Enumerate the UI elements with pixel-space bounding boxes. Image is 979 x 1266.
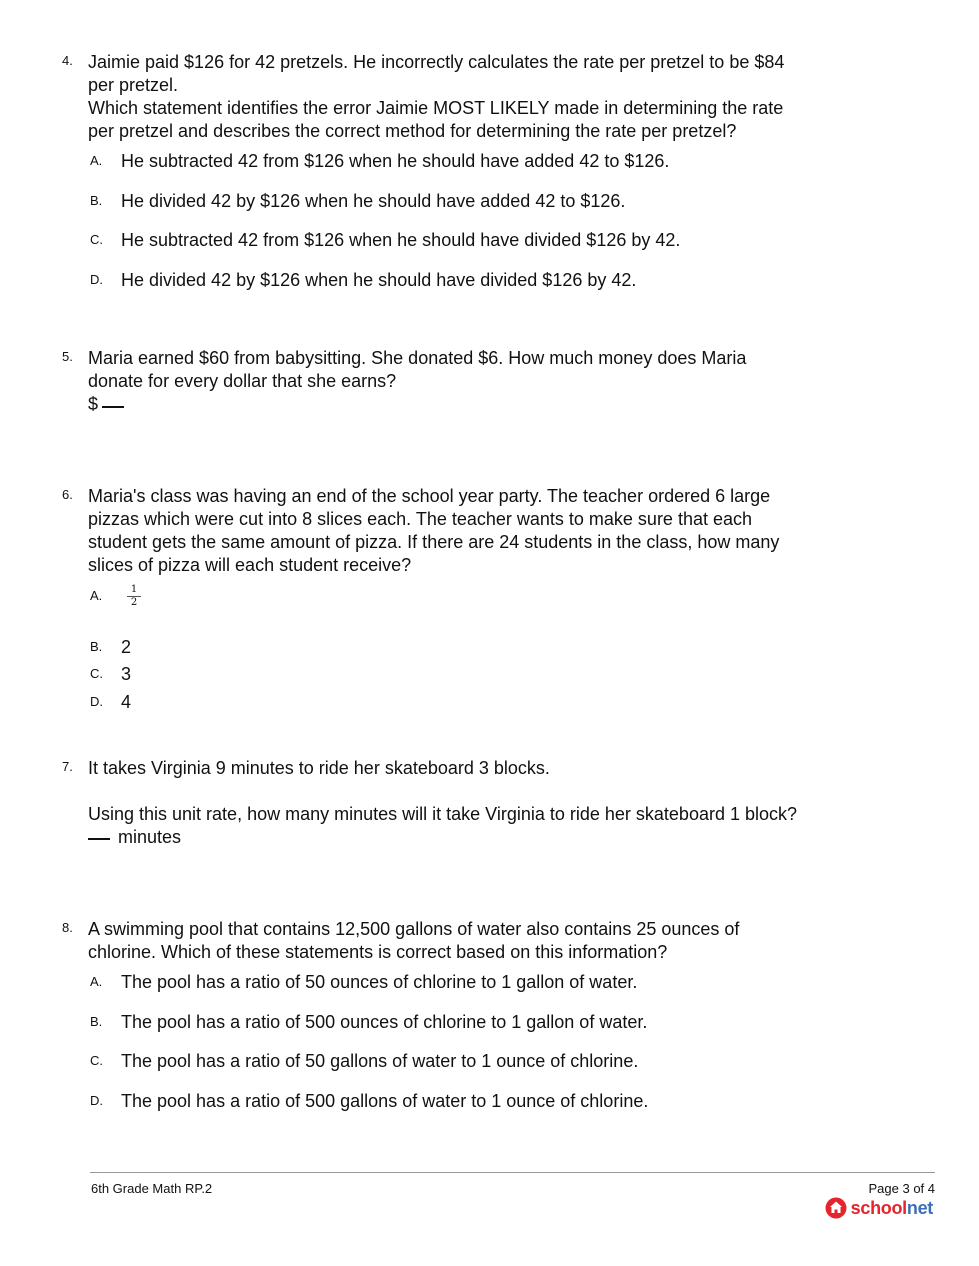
question-text-line: chlorine. Which of these statements is correct based on this information? (88, 942, 668, 962)
question-text-line: per pretzel. (88, 75, 179, 95)
fraction-denominator: 2 (130, 597, 138, 608)
option-letter: D. (90, 1093, 103, 1108)
question-text-line: Jaimie paid $126 for 42 pretzels. He incorrectly calculates the rate per pretzel to be $84 (88, 52, 785, 72)
question-number: 4. (62, 53, 73, 68)
question-text (88, 347, 828, 416)
question-text (88, 757, 888, 849)
option-letter: A. (90, 153, 103, 168)
question-text-line: Using this unit rate, how many minutes will it take Virginia to ride her skateboard 1 block? (88, 804, 798, 824)
option-text: He divided 42 by $126 when he should have added 42 to $126. (121, 191, 626, 211)
option-letter: A. (90, 588, 103, 603)
option-letter: C. (90, 666, 103, 681)
answer-blank[interactable] (102, 406, 124, 408)
question-number: 6. (62, 487, 73, 502)
page-number: Page 3 of 4 (868, 1181, 935, 1196)
answer-prefix: $ (88, 394, 99, 414)
question-text-line: Maria earned $60 from babysitting. She donated $6. How much money does Maria (88, 348, 747, 368)
question-text-line: student gets the same amount of pizza. If there are 24 students in the class, how many (88, 532, 780, 552)
answer-line (88, 393, 828, 416)
question-text-line: A swimming pool that contains 12,500 gallons of water also contains 25 ounces of (88, 919, 740, 939)
house-icon (825, 1197, 847, 1219)
answer-blank[interactable] (88, 838, 110, 840)
option-text: 2 (121, 637, 132, 657)
option-letter: B. (90, 1014, 103, 1029)
question-text-line: slices of pizza will each student receive? (88, 555, 412, 575)
option-text: The pool has a ratio of 50 gallons of water to 1 ounce of chlorine. (121, 1051, 639, 1071)
question-number: 8. (62, 920, 73, 935)
question-text-line: Maria's class was having an end of the school year party. The teacher ordered 6 large (88, 486, 771, 506)
question-text-line: donate for every dollar that she earns? (88, 371, 397, 391)
option-letter: A. (90, 974, 103, 989)
fraction (127, 584, 141, 609)
option-letter: D. (90, 272, 103, 287)
option-text: He subtracted 42 from $126 when he should have divided $126 by 42. (121, 230, 681, 250)
question-number: 5. (62, 349, 73, 364)
option-text: The pool has a ratio of 50 ounces of chlorine to 1 gallon of water. (121, 972, 638, 992)
question-number: 7. (62, 759, 73, 774)
fraction-numerator: 1 (127, 584, 141, 597)
option-letter: B. (90, 639, 103, 654)
answer-line (88, 826, 888, 849)
footer-title: 6th Grade Math RP.2 (91, 1181, 213, 1196)
option-letter: C. (90, 1053, 103, 1068)
footer-divider (90, 1172, 935, 1173)
question-text (88, 51, 828, 143)
option-text: The pool has a ratio of 500 gallons of water to 1 ounce of chlorine. (121, 1091, 649, 1111)
question-text-line: It takes Virginia 9 minutes to ride her skateboard 3 blocks. (88, 758, 550, 778)
answer-suffix: minutes (118, 827, 182, 847)
option-text: He subtracted 42 from $126 when he should have added 42 to $126. (121, 151, 670, 171)
schoolnet-logo (825, 1196, 933, 1220)
question-text-line: pizzas which were cut into 8 slices each. The teacher wants to make sure that each (88, 509, 753, 529)
question-text (88, 485, 828, 577)
question-text-line: per pretzel and describes the correct method for determining the rate per pretzel? (88, 121, 737, 141)
question-text-line: Which statement identifies the error Jaimie MOST LIKELY made in determining the rate (88, 98, 784, 118)
option-letter: B. (90, 193, 103, 208)
option-text: 4 (121, 692, 132, 712)
option-text: The pool has a ratio of 500 ounces of chlorine to 1 gallon of water. (121, 1012, 648, 1032)
option-letter: D. (90, 694, 103, 709)
option-text: 3 (121, 664, 132, 684)
option-text: He divided 42 by $126 when he should have divided $126 by 42. (121, 270, 637, 290)
question-text (88, 918, 828, 964)
brand-name-part2: net (906, 1197, 933, 1218)
brand-name-part1: school (850, 1197, 907, 1218)
brand-name (851, 1198, 933, 1219)
option-letter: C. (90, 232, 103, 247)
